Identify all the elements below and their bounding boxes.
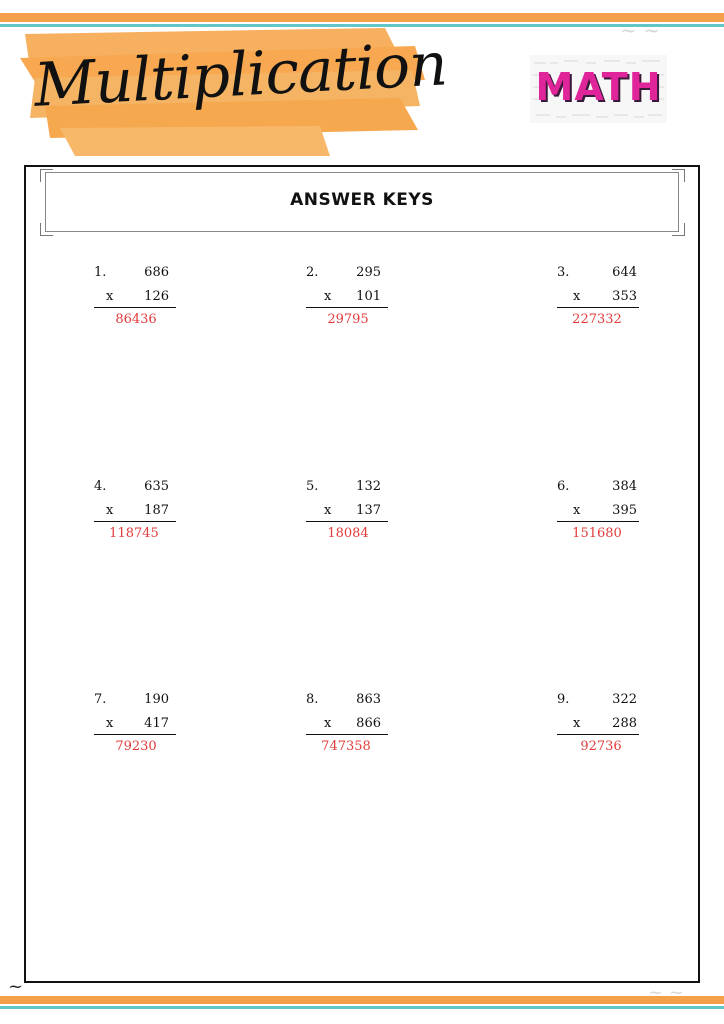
multiplier: 866 xyxy=(356,716,381,731)
multiplier: 288 xyxy=(612,716,637,731)
problem-number: 5. xyxy=(306,479,319,494)
problem-9 xyxy=(557,692,657,762)
multiply-sign: x xyxy=(106,716,114,731)
bottom-orange-stripe xyxy=(0,996,724,1004)
top-teal-stripe xyxy=(0,24,724,27)
multiplier: 353 xyxy=(612,289,637,304)
corner-ornament xyxy=(40,169,53,182)
problem-number: 7. xyxy=(94,692,107,707)
multiply-sign: x xyxy=(106,503,114,518)
answer-line xyxy=(557,521,639,522)
answer-keys-heading: ANSWER KEYS xyxy=(290,190,434,210)
answer: 227332 xyxy=(572,312,622,327)
problem-4 xyxy=(94,479,194,549)
problem-number: 6. xyxy=(557,479,570,494)
corner-ornament xyxy=(40,223,53,236)
problem-3 xyxy=(557,265,657,335)
corner-ornament xyxy=(672,169,685,182)
math-logo-text: MATH xyxy=(535,65,662,109)
multiplicand: 384 xyxy=(612,479,637,494)
problem-8 xyxy=(306,692,406,762)
problem-7 xyxy=(94,692,194,762)
multiplicand: 322 xyxy=(612,692,637,707)
problem-6 xyxy=(557,479,657,549)
math-logo xyxy=(530,55,667,123)
signature-watermark-bottom: ~ ~ xyxy=(648,982,684,1003)
multiplier: 395 xyxy=(612,503,637,518)
answer: 86436 xyxy=(115,312,157,327)
answer: 118745 xyxy=(109,526,159,541)
answer-line xyxy=(557,734,639,735)
answer: 92736 xyxy=(580,739,622,754)
top-orange-stripe xyxy=(0,13,724,22)
problem-number: 8. xyxy=(306,692,319,707)
corner-ornament xyxy=(672,223,685,236)
signature-mark: ~ xyxy=(8,976,24,997)
answer-line xyxy=(306,521,388,522)
multiplicand: 644 xyxy=(612,265,637,280)
problem-number: 2. xyxy=(306,265,319,280)
multiply-sign: x xyxy=(573,289,581,304)
multiply-sign: x xyxy=(573,503,581,518)
multiplicand: 686 xyxy=(144,265,169,280)
multiply-sign: x xyxy=(106,289,114,304)
multiplier: 101 xyxy=(356,289,381,304)
multiply-sign: x xyxy=(324,289,332,304)
answer-line xyxy=(94,521,176,522)
problem-2 xyxy=(306,265,406,335)
multiply-sign: x xyxy=(324,503,332,518)
answer-line xyxy=(94,307,176,308)
multiplier: 126 xyxy=(144,289,169,304)
multiplicand: 863 xyxy=(356,692,381,707)
multiply-sign: x xyxy=(573,716,581,731)
answer-line xyxy=(557,307,639,308)
answer: 18084 xyxy=(327,526,369,541)
answer: 747358 xyxy=(321,739,371,754)
multiplicand: 190 xyxy=(144,692,169,707)
multiplier: 417 xyxy=(144,716,169,731)
multiplicand: 132 xyxy=(356,479,381,494)
page-title: Multiplication xyxy=(32,29,449,121)
multiplier: 187 xyxy=(144,503,169,518)
problem-5 xyxy=(306,479,406,549)
multiplicand: 635 xyxy=(144,479,169,494)
answer: 29795 xyxy=(327,312,369,327)
multiplicand: 295 xyxy=(356,265,381,280)
problem-number: 9. xyxy=(557,692,570,707)
signature-watermark-top: ~ ~ xyxy=(620,18,660,42)
problem-number: 1. xyxy=(94,265,107,280)
problem-number: 3. xyxy=(557,265,570,280)
answer-line xyxy=(94,734,176,735)
answer-line xyxy=(306,734,388,735)
problem-number: 4. xyxy=(94,479,107,494)
answer: 79230 xyxy=(115,739,157,754)
bottom-teal-stripe xyxy=(0,1006,724,1009)
answer: 151680 xyxy=(572,526,622,541)
multiplier: 137 xyxy=(356,503,381,518)
problem-1 xyxy=(94,265,194,335)
answer-line xyxy=(306,307,388,308)
multiply-sign: x xyxy=(324,716,332,731)
